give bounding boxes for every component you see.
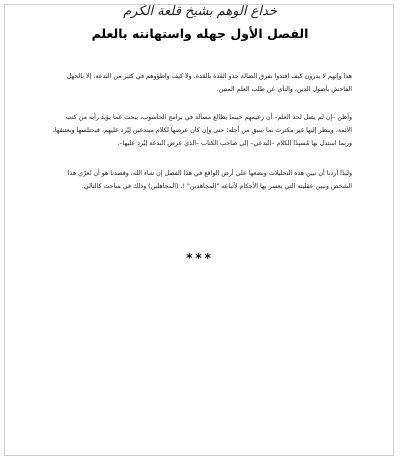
chapter-title: الفصل الأول جهله واستهانته بالعلم xyxy=(91,26,309,41)
header-logo: خداع الوهم بشيخ قلعة الكرم xyxy=(123,4,277,19)
paragraph-1: هذا وإنهم لا يدرون كيف اقتدوا بفرق الضالة حذو القذة بالقذة، ولا كيف واطؤوهم في كثير من البدعة، إلا بالجهل الفاحش بأصول الدين، والنأي عن طلب العلم المتين. xyxy=(66,73,352,93)
paragraph-3: وليدًا أردنا أن نبين هذه التحليلات ونضعها على أرض الواقع في هذا الفصل إن شاء الله، وقصدنا هو أن نُعرّي هذا الشخص ونبين عقليته التي يعسر بها الأحكام لأتباعه "المجاهدين" !، (المجاهلين) وذلك في مباحث كالتالي. xyxy=(67,170,352,190)
section-separator: *** xyxy=(186,251,214,265)
paragraph-2: وأظن –إن لم يصل لحد العلم– أن زعيمهم حينما يطالع مسألة في برامج الحاسوب، يبحث عما يؤيد رأيه من كتب الأئمة، وينظر إليها غير مكترث بما سبق من أجله؛ حتى وإن كان عرضها لكلام مبتدعين لِيُرد عليهم، فيحتلسها ويعتنقها، وربما استدل بها مُسنِدًا الكلام –البدعي– إلى صاحب الكتاب –الذي عرض البدعة لِيُرد عليها–. xyxy=(52,114,352,147)
